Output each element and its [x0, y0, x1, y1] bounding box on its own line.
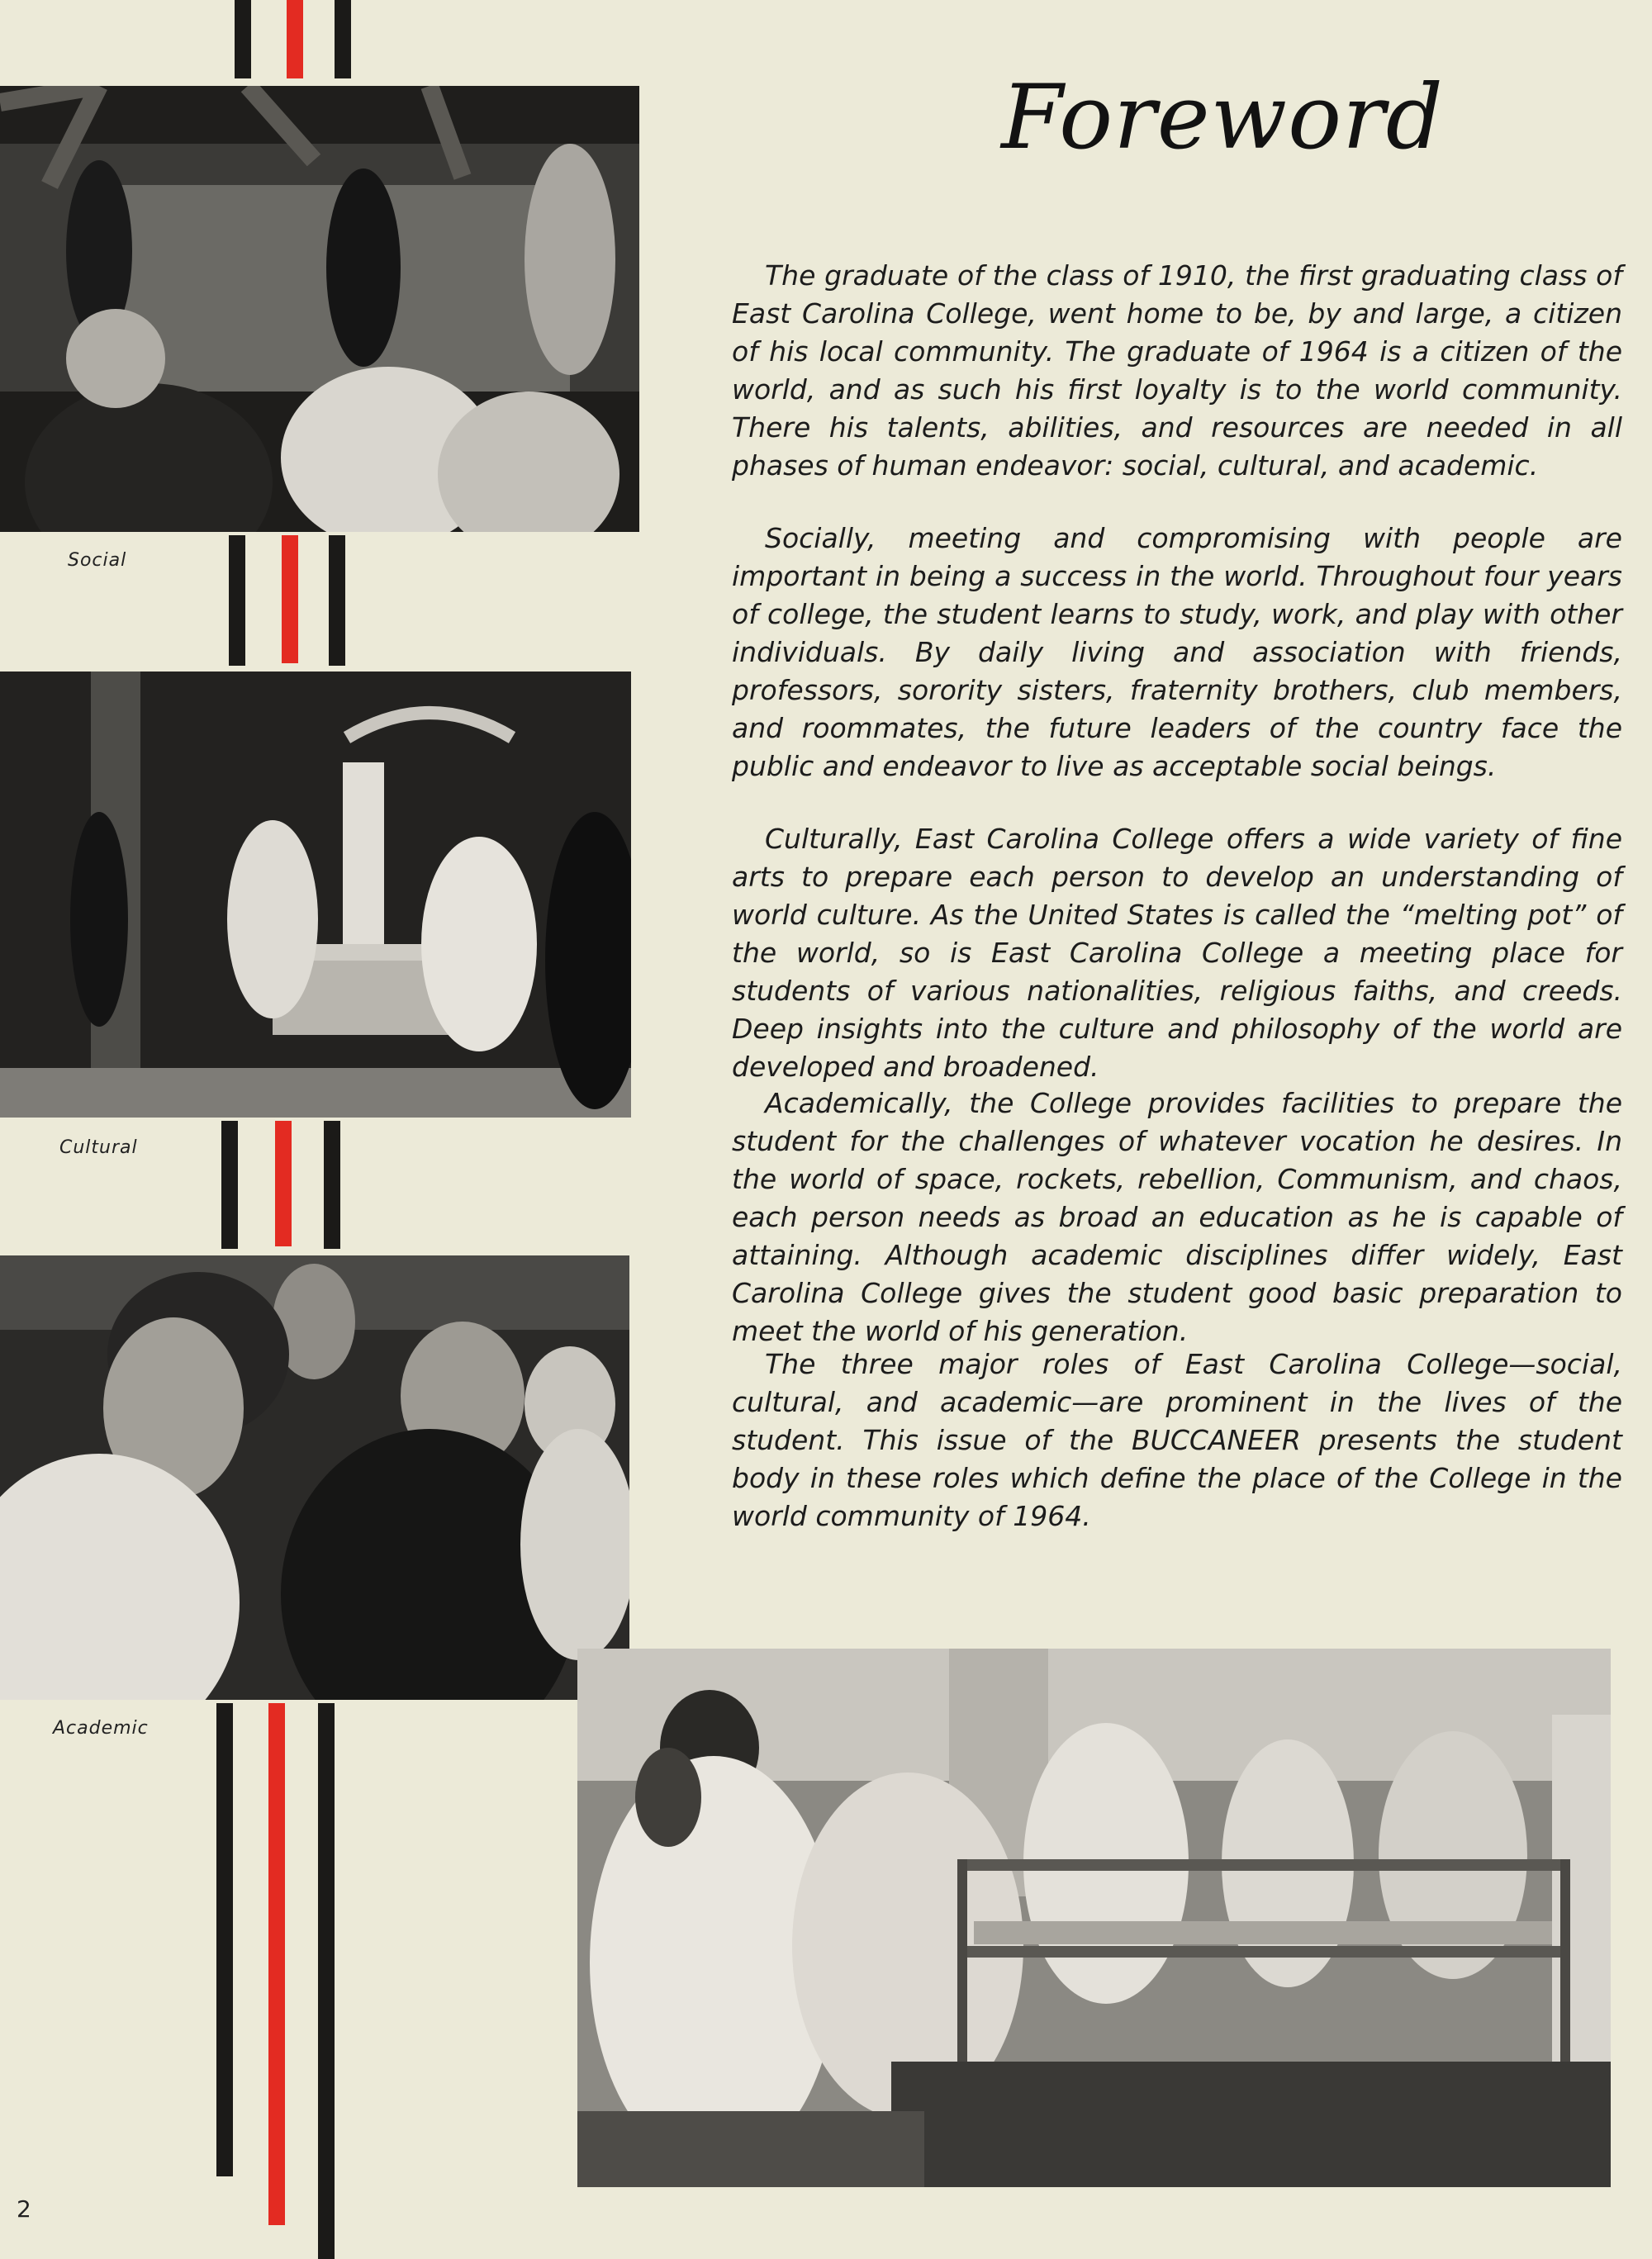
play-photo-illustration	[0, 672, 631, 1118]
decor-bar-red	[282, 535, 298, 663]
photo-cafeteria	[577, 1649, 1611, 2187]
photo-academic-students	[0, 1255, 629, 1700]
decor-bar-red	[287, 0, 303, 78]
paragraph-intro: The graduate of the class of 1910, the first graduating class of East Carolina College, went home to be, by and large, a citizen of his local community. The graduate of 1964 is a citizen of the world, and as such his first loyalty is to the world community. There his talents, abilities, and resources are needed in all phases of human endeavor: social, cultural, and academic.	[732, 259, 1622, 482]
caption-social: Social	[68, 550, 127, 571]
photo-cultural-play	[0, 672, 631, 1118]
paragraph-academic: Academically, the College provides facilities to prepare the student for the challenges of whatever vocation he desires. In the world of space, rockets, rebellion, Communism, and chaos, each person needs as broad an education as he is capable of attaining. Although academic disciplines differ widely, East Carolina College gives the student good basic preparation to meet the world of his generation.	[732, 1087, 1622, 1347]
decor-bar-black	[329, 535, 345, 666]
paragraph-conclusion: The three major roles of East Carolina College—social, cultural, and academic—are prominent in the lives of the student. This issue of the BUCCANEER presents the student body in these roles which define the place of the College in the world community of 1964.	[732, 1348, 1622, 1532]
students-photo-illustration	[0, 1255, 629, 1700]
photo-social-band	[0, 86, 639, 532]
cafeteria-photo-illustration	[577, 1649, 1611, 2187]
decor-bar-black	[216, 1703, 233, 2176]
decor-bar-red	[275, 1121, 292, 1246]
caption-academic: Academic	[53, 1718, 149, 1739]
paragraph-social: Socially, meeting and compromising with people are important in being a success in the world. Throughout four years of college, the student learns to study, work, and play with other individuals. By daily living and association with friends, professors, sorority sisters, fraternity brothers, club members, and roommates, the future leaders of the country face the public and endeavor to live as acceptable social beings.	[732, 522, 1622, 782]
decor-bar-black	[318, 1703, 335, 2259]
decor-bar-black	[235, 0, 251, 78]
band-photo-illustration	[0, 86, 639, 532]
page-title: Foreword	[1001, 66, 1444, 169]
paragraph-cultural: Culturally, East Carolina College offers a wide variety of fine arts to prepare each person to develop an understanding of world culture. As the United States is called the “melting pot” of the world, so is East Carolina College a meeting place for students of various nationalities, religious faiths, and creeds. Deep insights into the culture and philosophy of the world are developed and broadened.	[732, 823, 1622, 1083]
decor-bar-black	[221, 1121, 238, 1249]
decor-bar-black	[335, 0, 351, 78]
decor-bar-black	[229, 535, 245, 666]
decor-bar-red	[268, 1703, 285, 2225]
decor-bar-black	[324, 1121, 340, 1249]
page-number: 2	[17, 2195, 31, 2223]
caption-cultural: Cultural	[59, 1137, 138, 1158]
